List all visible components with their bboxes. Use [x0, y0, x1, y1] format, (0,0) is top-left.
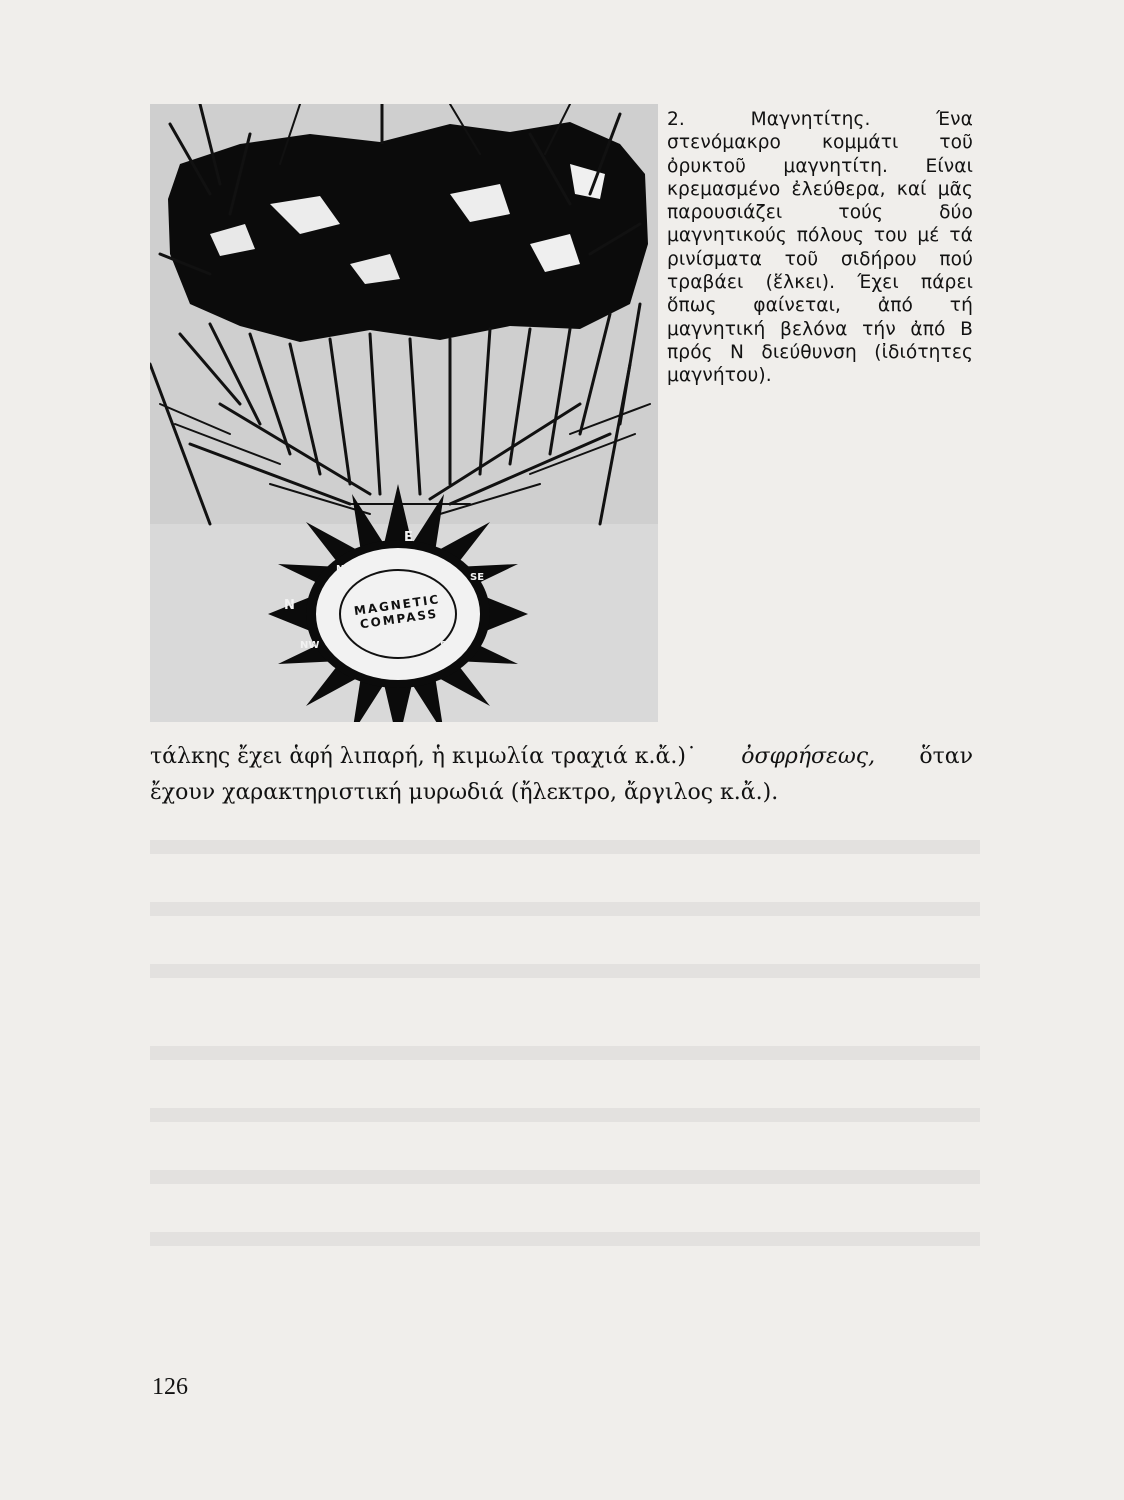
compass-label-west: W — [372, 660, 387, 675]
compass-label-northwest: NW — [300, 640, 320, 651]
compass-label-southwest: SW — [440, 640, 459, 651]
compass-label-northeast: NE — [336, 564, 352, 575]
page-number: 126 — [152, 1374, 188, 1400]
figure-caption: 2. Μαγνητίτης. Ένα στενόμακρο κομμάτι τοῦ ὀρυκτοῦ μαγνητίτη. Είναι κρεμασμένο ἐλεύθερα, καί μᾶς παρουσιάζει τούς δύο μαγνητικούς πόλους του μέ τά ρινίσματα τοῦ σιδήρου πού τραβάει (ἕλκει). Έχει πάρει ὅπως φαίνεται, ἀπό τή μαγνητική βελόνα τήν ἀπό Β πρός Ν διεύθυνση (ἰδιότητες μαγνήτου). — [667, 109, 973, 387]
compass-label-southeast: SE — [470, 572, 485, 583]
body-line-2: ἔχουν χαρακτηριστική μυρωδιά (ἤλεκτρο, ἄργιλος κ.ἄ.). — [150, 780, 779, 805]
show-through-texture — [150, 840, 980, 1340]
compass-label-north: N — [284, 598, 295, 613]
compass-label-east: E — [404, 530, 413, 545]
body-line-1-start: τάλκης ἔχει ἁφή λιπαρή, ἡ κιμωλία τραχιά κ.ἄ.)˙ — [150, 744, 697, 769]
body-line-1-italic: ὀσφρήσεως, — [741, 744, 876, 769]
body-line-1-end: ὅταν — [919, 744, 973, 769]
compass-label-south: S — [470, 606, 480, 621]
body-line-1 — [150, 744, 973, 769]
magnetite-photo — [150, 104, 658, 722]
compass-ring-text: MAGNETIC COMPASS — [353, 592, 441, 632]
